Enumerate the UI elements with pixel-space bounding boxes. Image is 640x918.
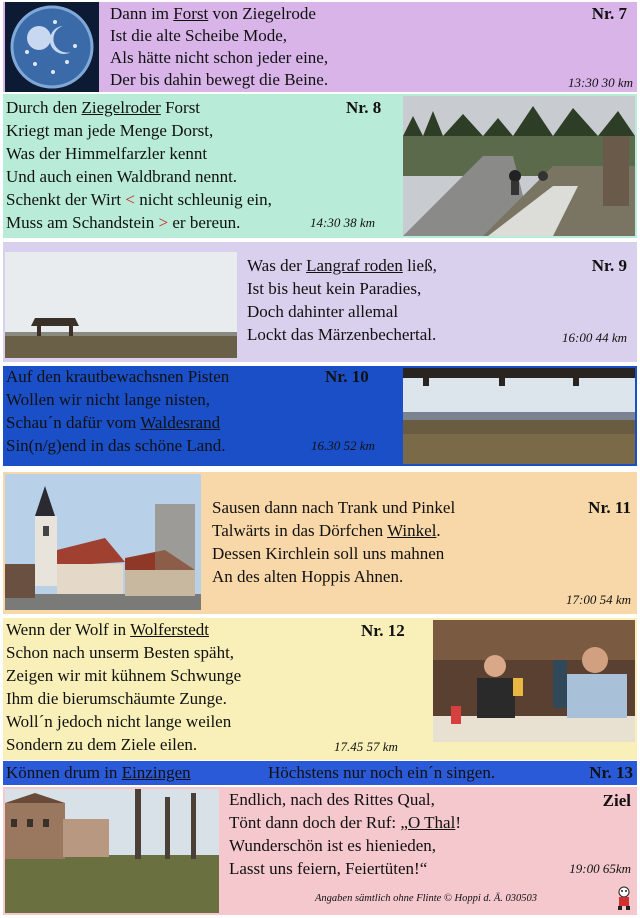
stanza-11-line-1: Sausen dann nach Trank und Pinkel	[212, 498, 456, 517]
stanza-7-line-2: Ist die alte Scheibe Mode,	[110, 26, 288, 45]
stanza-8-line-3: Was der Himmelfarzler kennt	[6, 144, 208, 163]
stanza-10-line-3: Schau´n dafür vom Waldesrand	[6, 413, 221, 432]
stanza-9-number: Nr. 9	[591, 256, 627, 275]
stanza-10-line-2: Wollen wir nicht lange nisten,	[6, 390, 210, 409]
stanza-13-band	[3, 761, 637, 785]
ziel-band	[3, 787, 637, 915]
ziel-time: 19:00 65km	[569, 861, 631, 876]
stanza-12-line-3: Zeigen wir mit kühnem Schwunge	[6, 666, 242, 685]
stanza-12-number: Nr. 12	[361, 621, 405, 640]
stanza-8-line-1: Durch den Ziegelroder Forst	[6, 98, 201, 117]
place-wolferstedt: Wolferstedt	[130, 620, 210, 639]
ziel-line-1: Endlich, nach des Rittes Qual,	[229, 790, 435, 809]
stanza-8-band	[3, 94, 637, 238]
stanza-7-line-3: Als hätte nicht schon jeder eine,	[110, 48, 329, 67]
stanza-9-line-4: Lockt das Märzenbechertal.	[247, 325, 437, 344]
stanza-7-line-1: Dann im Forst von Ziegelrode	[110, 4, 316, 23]
stanza-9-line-2: Ist bis heut kein Paradies,	[247, 279, 422, 298]
stanza-8-line-2: Kriegt man jede Menge Dorst,	[6, 121, 214, 140]
place-forst: Forst	[173, 4, 209, 23]
sky-disc-image	[5, 2, 99, 92]
stanza-10-number: Nr. 10	[325, 367, 369, 386]
stanza-10-band	[3, 366, 637, 466]
stanza-9-line-1: Was der Langraf roden ließ,	[247, 256, 437, 275]
forest-road-cyclists-photo	[403, 96, 635, 236]
stanza-9-time: 16:00 44 km	[562, 330, 627, 345]
valley-view-photo	[403, 368, 635, 464]
field-shelter-photo	[5, 252, 237, 358]
stanza-12-time: 17.45 57 km	[334, 739, 398, 754]
stanza-7-time: 13:30 30 km	[568, 75, 633, 90]
stanza-8-line-6: Muss am Schandstein > er bereun.	[6, 213, 241, 232]
place-waldesrand: Waldesrand	[140, 413, 221, 432]
stanza-7-band	[3, 2, 637, 92]
ziel-line-2: Tönt dann doch der Ruf: „O Thal!	[229, 813, 461, 832]
stanza-12-line-2: Schon nach unserm Besten späht,	[6, 643, 235, 662]
stanza-7-number: Nr. 7	[591, 4, 627, 23]
place-ziegelroder: Ziegelroder	[81, 98, 161, 117]
cartoon-figure-icon	[613, 885, 635, 911]
stanza-8-number: Nr. 8	[346, 98, 382, 117]
place-einzingen: Einzingen	[121, 763, 191, 782]
stanza-11-number: Nr. 11	[588, 498, 631, 517]
stanza-9-band	[3, 242, 637, 362]
stanza-12-line-4: Ihm die bierumschäumte Zunge.	[6, 689, 227, 708]
stanza-9-line-3: Doch dahinter allemal	[247, 302, 399, 321]
stanza-7-line-4: Der bis dahin bewegt die Beine.	[110, 70, 329, 89]
place-langraf-roden: Langraf roden	[306, 256, 403, 275]
stanza-11-line-3: Dessen Kirchlein soll uns mahnen	[212, 544, 445, 563]
village-church-photo	[5, 474, 201, 610]
stanza-11-band	[3, 472, 637, 614]
pub-toast-photo	[433, 620, 635, 742]
ziel-line-3: Wunderschön ist es hienieden,	[229, 836, 437, 855]
right-marker: >	[158, 213, 169, 232]
stanza-8-line-4: Und auch einen Waldbrand nennt.	[6, 167, 238, 186]
stanza-8-line-5: Schenkt der Wirt < nicht schleunig ein,	[6, 190, 272, 209]
stanza-11-line-2: Talwärts in das Dörfchen Winkel.	[212, 521, 441, 540]
stanza-12-line-1: Wenn der Wolf in Wolferstedt	[6, 620, 210, 639]
footer-credit: Angaben sämtlich ohne Flinte © Hoppi d. Ä. 030503	[315, 893, 538, 904]
stanza-10-line-1: Auf den krautbewachsnen Pisten	[6, 367, 230, 386]
stanza-12-line-5: Woll´n jedoch nicht lange weilen	[6, 712, 232, 731]
stanza-13-text-2: Höchstens nur noch ein´n singen.	[268, 763, 496, 782]
stanza-12-band	[3, 618, 637, 760]
stanza-13-text: Können drum in Einzingen	[6, 763, 191, 782]
stanza-10-time: 16.30 52 km	[311, 438, 375, 453]
left-marker: <	[125, 190, 135, 209]
stanza-8-time: 14:30 38 km	[310, 215, 375, 230]
stanza-11-line-4: An des alten Hoppis Ahnen.	[212, 567, 404, 586]
stanza-12-line-6: Sondern zu dem Ziele eilen.	[6, 735, 198, 754]
place-winkel: Winkel	[387, 521, 437, 540]
stanza-10-line-4: Sin(n/g)end in das schöne Land.	[6, 436, 226, 455]
o-thal-farm-photo	[5, 789, 219, 913]
place-o-thal: O Thal	[407, 813, 456, 832]
ziel-label: Ziel	[602, 791, 631, 810]
stanza-13-number: Nr. 13	[589, 763, 633, 782]
ziel-line-4: Lasst uns feiern, Feiertüten!“	[229, 859, 428, 878]
stanza-11-time: 17:00 54 km	[566, 592, 631, 607]
